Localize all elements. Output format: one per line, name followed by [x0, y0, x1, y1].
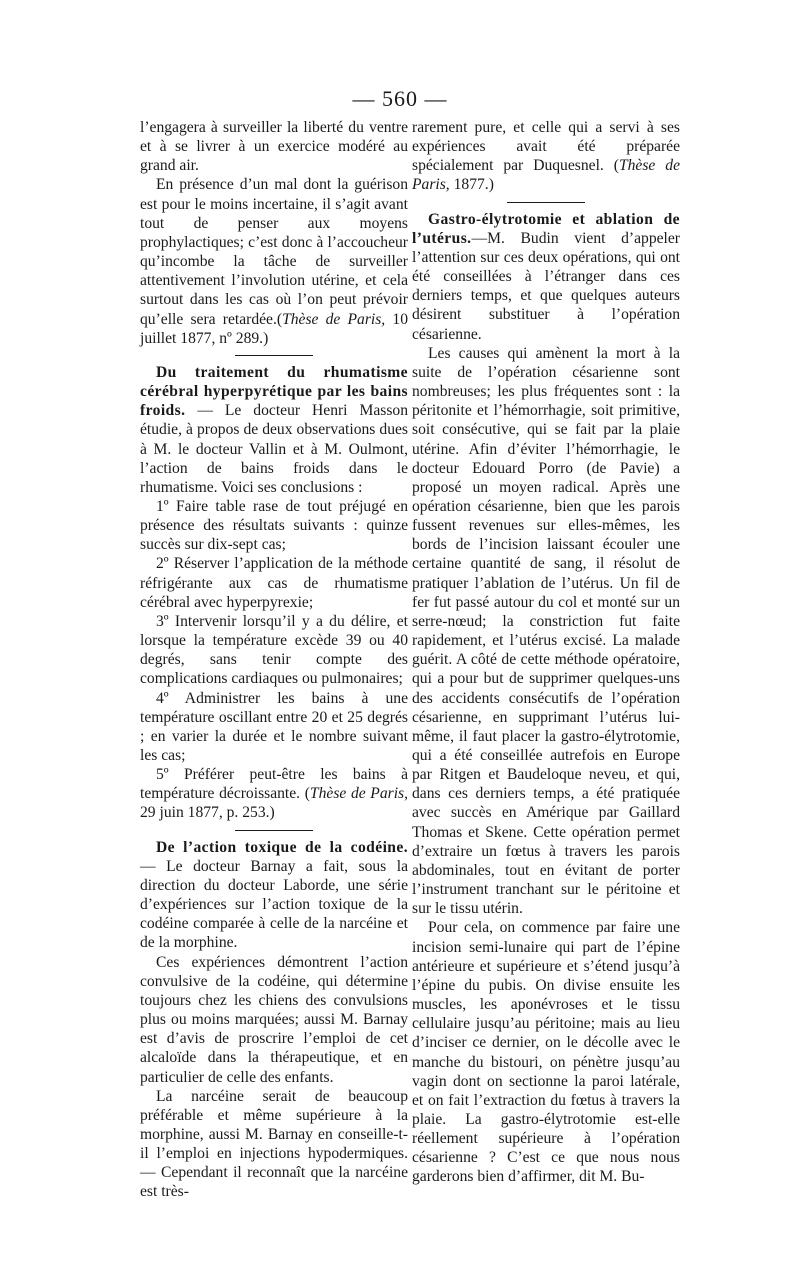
paragraph: Pour cela, on commence par faire une incision semi-lunaire qui part de l’épine antérieure et supérieure et s’étend jusqu’à l’épine du pubis. On divise ensuite les muscles, les aponévroses et le tissu cellulaire jusqu’au péritoine; mais au lieu d’inciser ce dernier, on le décolle avec le manche du bistouri, on pénètre jusqu’au vagin dont on sectionne la paroi latérale, et on fait l’extraction du fœtus à travers la plaie. La gastro-élytrotomie est-elle réellement supérieure à l’opération césarienne ? C’est ce que nous nous garderons bien d’affirmer, dit M. Bu- [412, 919, 680, 1186]
list-item [140, 765, 408, 822]
article-heading: De l’action toxique de la codéine. [156, 838, 408, 856]
page-number: — 560 — [352, 86, 448, 111]
article [140, 838, 408, 953]
paragraph [140, 175, 408, 347]
right-column [412, 118, 680, 1187]
paragraph: La narcéine serait de beaucoup préférable et même supérieure à la morphine, aussi M. Barnay en conseille-t-il l’emploi en injections hypodermiques. — Cependant il reconnaît que la narcéine est très- [140, 1087, 408, 1201]
list-item: 2º Réserver l’application de la méthode réfrigérante aux cas de rhumatisme cérébral avec hyperpyrexie; [140, 555, 408, 611]
citation: Thèse de Paris, [282, 310, 386, 328]
paragraph: l’engagera à surveiller la liberté du ventre et à se livrer à un exercice modéré au grand air. [140, 119, 408, 175]
list-item: 1º Faire table rase de tout préjugé en présence des résultats suivants : quinze succès sur dix-sept cas; [140, 497, 408, 554]
list-item: 4º Administrer les bains à une température oscillant entre 20 et 25 degrés ; en varier la durée et le nombre suivant les cas; [140, 689, 408, 764]
section-divider [235, 830, 313, 831]
section-divider [235, 355, 313, 356]
paragraph: Les causes qui amènent la mort à la suite de l’opération césarienne sont nombreuses; les plus fréquentes sont : la péritonite et l’hémorrhagie, soit primitive, soit consécutive, qui se fait par la plaie utérine. Afin d’éviter l’hémorrhagie, le docteur Edouard Porro (de Pavie) a proposé un moyen radical. Après une opération césarienne, bien que les parois fussent revenues sur elles-mêmes, les bords de l’incision laissant écouler une certaine quantité de sang, il résolut de pratiquer l’ablation de l’utérus. Un fil de fer fut passé autour du col et monté sur un serre-nœud; la constriction fut faite rapidement, et l’utérus excisé. La malade guérit. A côté de cette méthode opératoire, qui a pour but de supprimer quelques-uns des accidents consécutifs de l’opération césarienne, en supprimant l’utérus lui-même, il faut placer la gastro-élytrotomie, qui a été conseillée autrefois en Europe par Ritgen et Baudeloque neveu, et qui, dans ces derniers temps, a été pratiquée avec succès en Amérique par Gaillard Thomas et Skene. Cette opération permet d’extraire un fœtus à travers les parois abdominales, tout en évitant de porter l’instrument tranchant sur le péritoine et sur le tissu utérin. [412, 344, 680, 918]
article [140, 363, 408, 497]
article [412, 210, 680, 344]
article-body: — Le docteur Henri Masson étudie, à propos de deux observations dues à M. le docteur Vallin et à M. Oulmont, l’action de bains froids dans le rhumatisme. Voici ses conclusions : [140, 402, 408, 496]
paragraph-text: En présence d’un mal dont la guérison est pour le moins incertaine, il s’agit avant tout de penser aux moyens prophylactiques; c’est donc à l’accoucheur qu’incombe la tâche de surveiller attentivement l’involution utérine, et cela surtout dans les cas où l’on peut prévoir qu’elle sera retardée. [140, 176, 408, 328]
article-body: — Le docteur Barnay a fait, sous la direction du docteur Laborde, une série d’expériences sur l’action toxique de la codéine comparée à celle de la narcéine et de la morphine. [140, 857, 408, 952]
citation-tail: 29 juin 1877, p. 253.) [140, 804, 275, 822]
list-item-text: 5º Préférer peut-être les bains à température décroissante. ( [140, 766, 408, 803]
paragraph [412, 118, 680, 195]
article-body: —M. Budin vient d’appeler l’attention sur ces deux opérations, qui ont été conseillées à l’étranger dans ces derniers temps, et que quelques auteurs désirent substituer à l’opération césarienne. [412, 229, 680, 343]
citation-tail: 10 juillet 1877, nº 289.) [140, 310, 408, 347]
article-heading: Du traitement du rhumatisme cérébral hyperpyrétique par les bains froids. [140, 363, 408, 420]
citation-tail: 1877.) [449, 176, 494, 194]
section-divider [507, 202, 585, 203]
paragraph-text: rarement pure, et celle qui a servi à ses expériences avait été préparée spécialement par Duquesnel. ( [412, 119, 680, 175]
left-column [140, 118, 408, 1202]
article-heading: Gastro-élytrotomie et ablation de l’utérus. [412, 210, 680, 247]
citation-open: ( [276, 310, 283, 328]
list-item: 3º Intervenir lorsqu’il y a du délire, et lorsque la température excède 39 ou 40 degrés, sans tenir compte des complications cardiaques ou pulmonaires; [140, 612, 408, 688]
citation: Thèse de Paris, [412, 157, 680, 194]
paragraph: Ces expériences démontrent l’action convulsive de la codéine, qui détermine toujours chez les chiens des convulsions plus ou moins marquées; aussi M. Barnay est d’avis de proscrire l’emploi de cet alcaloïde dans la thérapeutique, et en particulier de celle des enfants. [140, 953, 408, 1086]
citation: Thèse de Paris, [309, 785, 408, 803]
